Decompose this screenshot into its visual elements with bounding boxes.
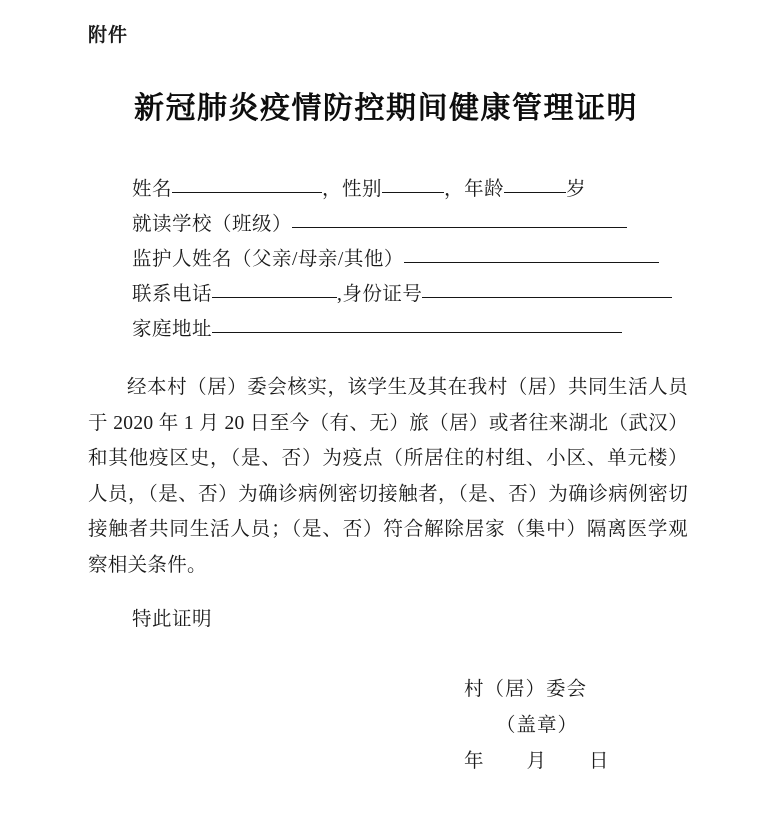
form-fields	[132, 172, 684, 347]
form-row-guardian	[132, 242, 684, 277]
certify-statement: 特此证明	[132, 609, 213, 630]
form-row-name-gender-age	[132, 172, 684, 207]
page-title: 新冠肺炎疫情防控期间健康管理证明	[134, 91, 638, 126]
age-unit-label: 岁	[566, 179, 587, 200]
gender-field-label: 性别	[342, 179, 383, 200]
phone-field-label: 联系电话	[132, 284, 213, 305]
school-input[interactable]	[292, 227, 627, 228]
id-number-field-label: 身份证号	[342, 284, 423, 305]
form-row-address	[132, 312, 684, 347]
name-input[interactable]	[172, 192, 322, 193]
comma-after-name: ，	[322, 179, 343, 200]
school-field-label: 就读学校（班级）	[132, 214, 293, 235]
form-row-school	[132, 207, 684, 242]
age-input[interactable]	[504, 192, 566, 193]
name-field-label: 姓名	[132, 179, 173, 200]
age-field-label: 年龄	[464, 179, 505, 200]
seal-placeholder: （盖章）	[496, 715, 579, 736]
address-input[interactable]	[212, 332, 622, 333]
comma-after-phone: ,	[337, 284, 343, 305]
signature-block	[430, 672, 690, 780]
gender-input[interactable]	[382, 192, 444, 193]
comma-after-gender: ，	[444, 179, 465, 200]
signature-date-line	[430, 744, 690, 780]
form-row-phone-id	[132, 277, 684, 312]
id-number-input[interactable]	[422, 297, 672, 298]
guardian-field-label: 监护人姓名（父亲/母亲/其他）	[132, 249, 404, 270]
phone-input[interactable]	[212, 297, 337, 298]
attachment-label: 附件	[88, 24, 129, 46]
certificate-body-paragraph: 经本村（居）委会核实，该学生及其在我村（居）共同生活人员于 2020 年 1 月 20 日至今（有、无）旅（居）或者往来湖北（武汉）和其他疫区史，（是、否）为疫点（所居住的村组、小区、单元楼）人员，（是、否）为确诊病例密切接触者，（是、否）为确诊病例密切接触者共同生活人员；（是、否）符合解除居家（集中）隔离医学观察相关条件。	[88, 377, 688, 576]
date-year-label: 年	[464, 751, 485, 772]
date-month-label: 月	[526, 751, 548, 772]
guardian-input[interactable]	[404, 262, 659, 263]
address-field-label: 家庭地址	[132, 319, 213, 340]
date-day-label: 日	[589, 751, 610, 772]
signing-organization: 村（居）委会	[464, 679, 588, 700]
